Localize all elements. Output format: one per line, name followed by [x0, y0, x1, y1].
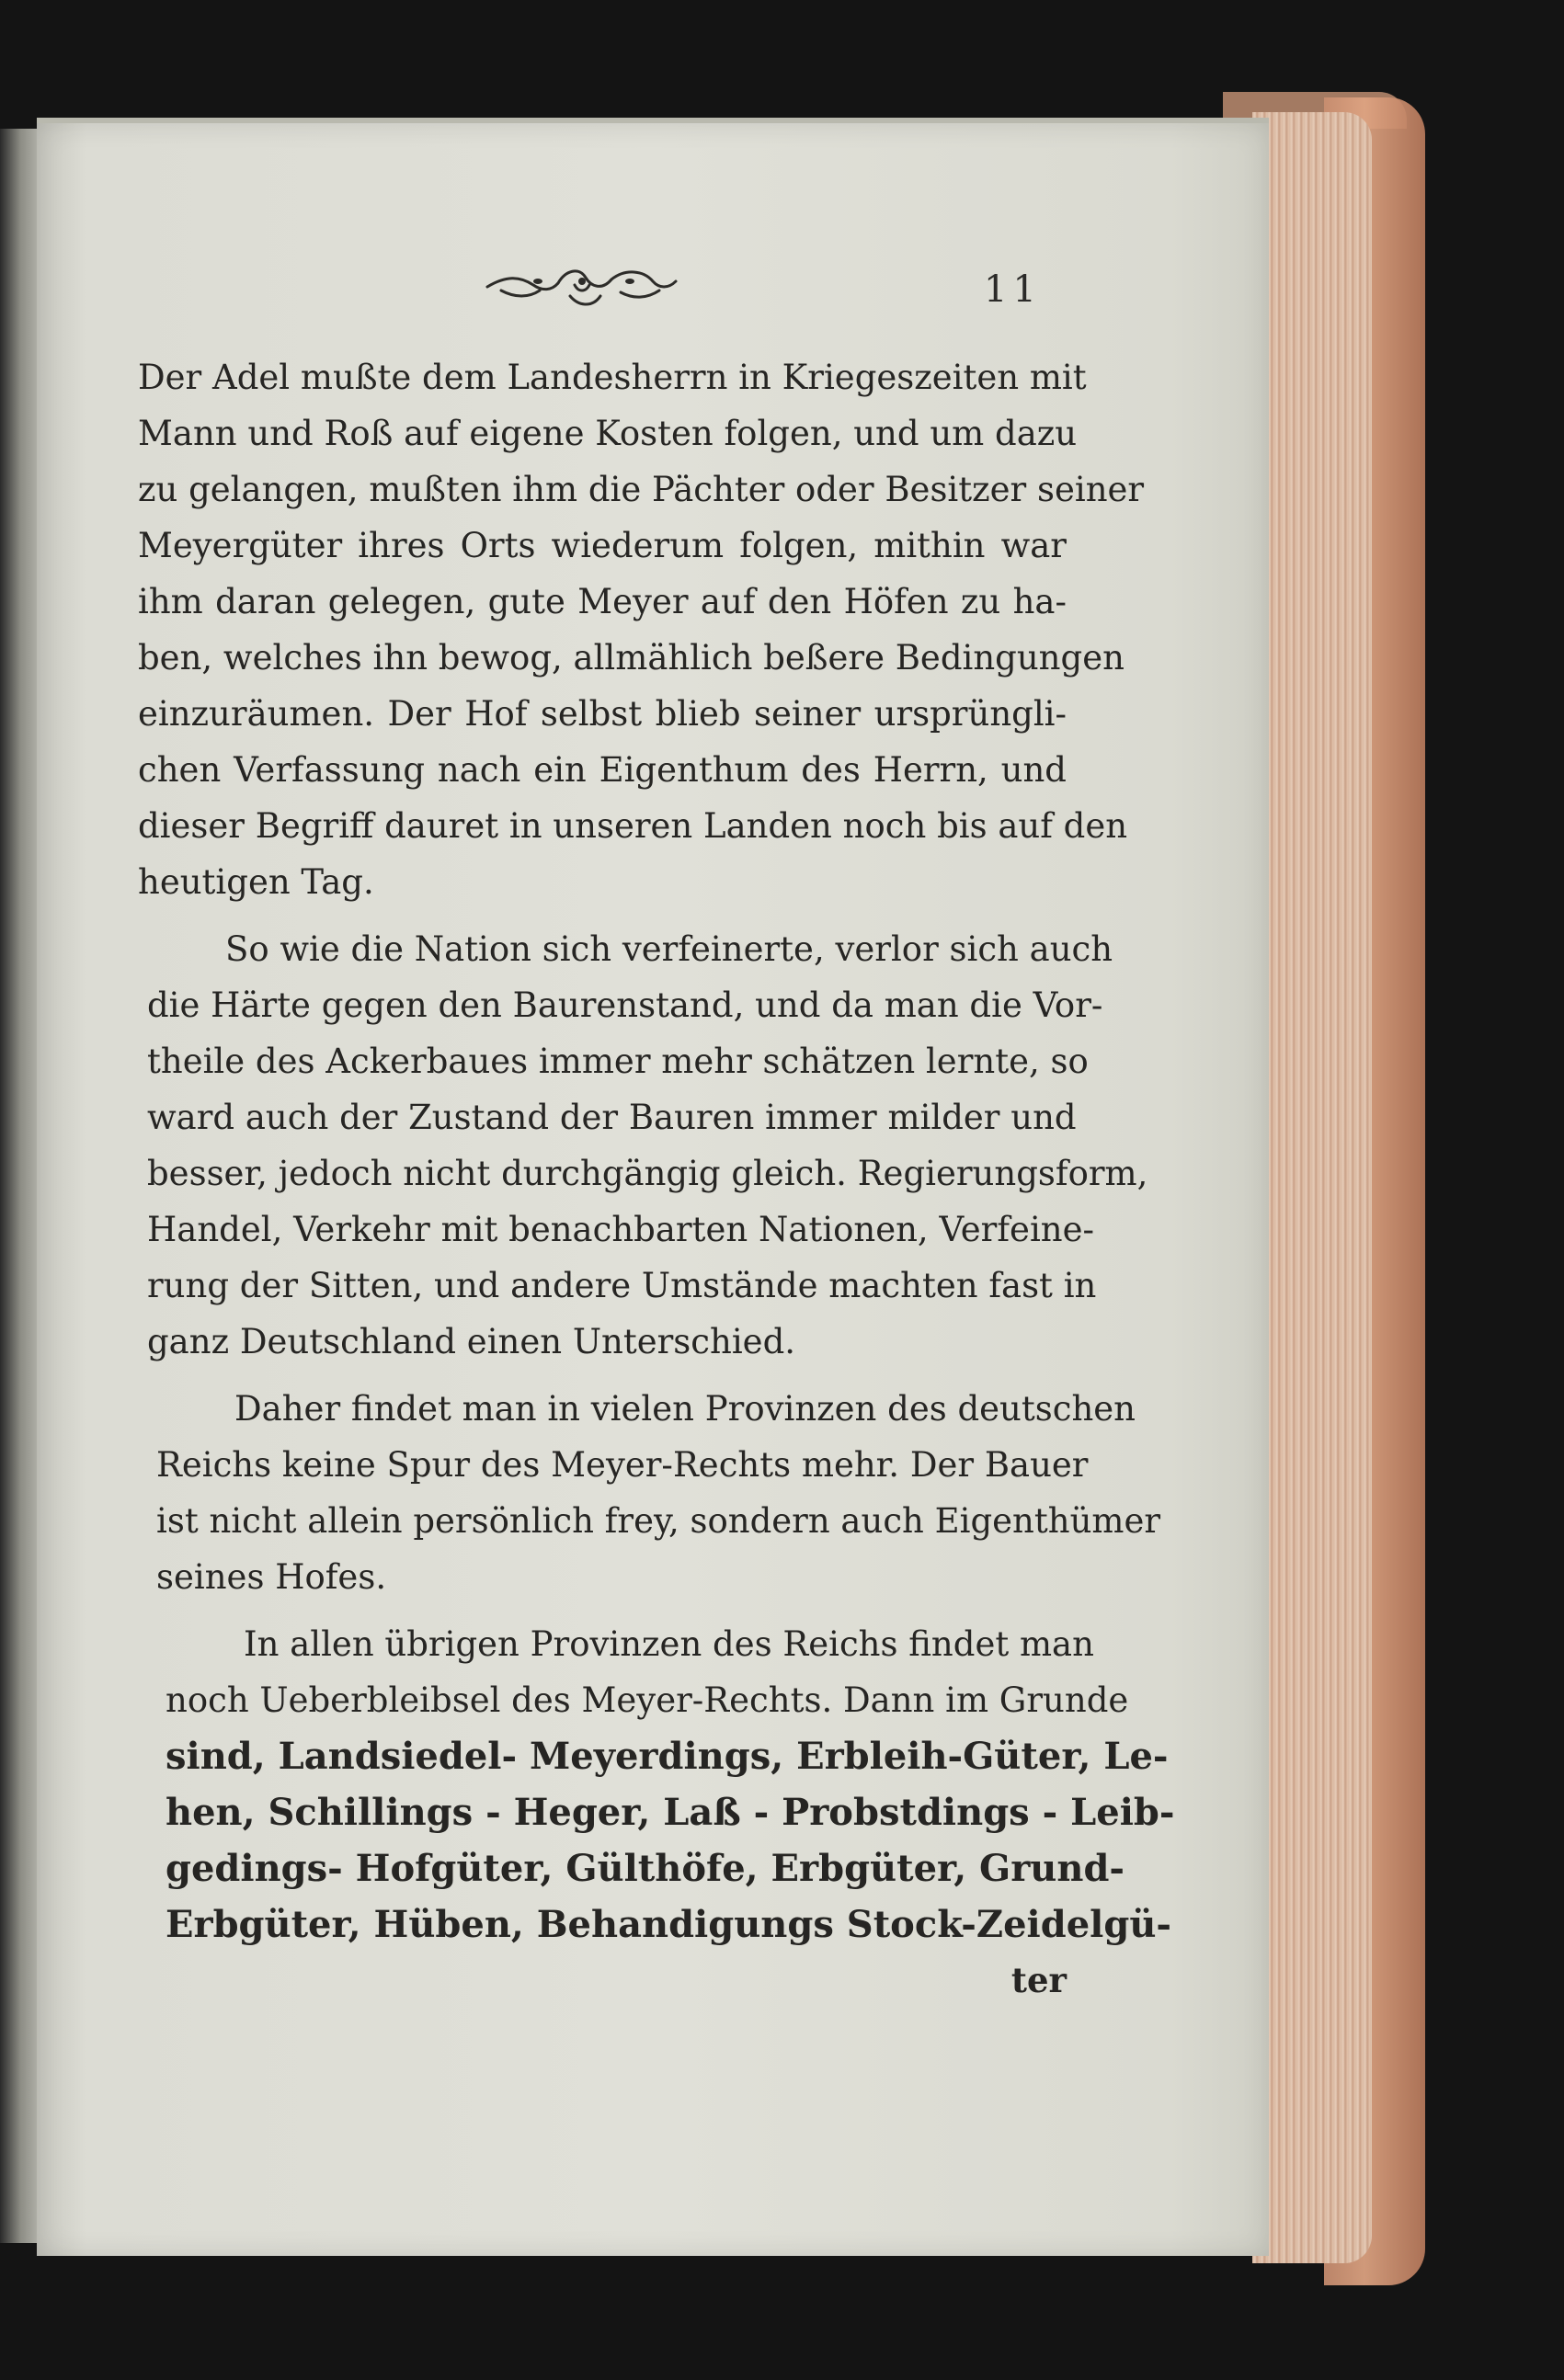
body-text: [138, 349, 1175, 2009]
text-line: theile des Ackerbaues immer mehr schätzen lernte, so: [147, 1042, 1089, 1081]
text-line: heutigen Tag.: [138, 862, 374, 902]
paragraph-4: [138, 1616, 1175, 2009]
text-line: Erbgüter, Hüben, Behandigungs Stock-Zeidelgü-: [166, 1903, 1172, 1946]
paragraph-3: [138, 1381, 1161, 1605]
text-line: Meyergüter ihres Orts wiederum folgen, mithin war: [138, 526, 1067, 565]
text-line: die Härte gegen den Baurenstand, und da man die Vor-: [147, 985, 1103, 1025]
text-line: ist nicht allein persönlich frey, sondern auch Eigenthümer: [156, 1501, 1161, 1541]
text-line: zu gelangen, mußten ihm die Pächter oder Besitzer seiner: [138, 470, 1145, 509]
text-line: besser, jedoch nicht durchgängig gleich. Regierungsform,: [147, 1154, 1148, 1193]
paragraph-1: [138, 349, 1145, 910]
text-line: Mann und Roß auf eigene Kosten folgen, und um dazu: [138, 414, 1078, 453]
text-line: Handel, Verkehr mit benachbarten Nationen, Verfeine-: [147, 1210, 1095, 1249]
text-line: ward auch der Zustand der Bauren immer milder und: [147, 1098, 1077, 1137]
page-number: 11: [984, 268, 1042, 311]
text-line: dieser Begriff dauret in unseren Landen noch bis auf den: [138, 806, 1128, 846]
text-line: ben, welches ihn bewog, allmählich beßere Bedingungen: [138, 638, 1124, 678]
text-line: hen, Schillings - Heger, Laß - Probstdings - Leib-: [166, 1791, 1175, 1834]
text-line: So wie die Nation sich verfeinerte, verlor sich auch: [225, 929, 1113, 969]
page-block-edge: [1252, 112, 1372, 2263]
text-line: einzuräumen. Der Hof selbst blieb seiner ursprüngli-: [138, 694, 1067, 734]
text-line: Der Adel mußte dem Landesherrn in Kriegeszeiten mit: [138, 358, 1087, 397]
paragraph-2: [138, 921, 1148, 1370]
text-line: Reichs keine Spur des Meyer-Rechts mehr. Der Bauer: [156, 1445, 1089, 1485]
text-line: Daher findet man in vielen Provinzen des deutschen: [234, 1389, 1136, 1429]
text-line: seines Hofes.: [156, 1557, 387, 1597]
text-line: ihm daran gelegen, gute Meyer auf den Höfen zu ha-: [138, 582, 1067, 621]
text-line: noch Ueberbleibsel des Meyer-Rechts. Dann im Grunde: [166, 1680, 1129, 1720]
text-line: sind, Landsiedel- Meyerdings, Erbleih-Güter, Le-: [166, 1735, 1169, 1778]
text-line: gedings- Hofgüter, Gülthöfe, Erbgüter, Grund-: [166, 1847, 1125, 1890]
text-line: In allen übrigen Provinzen des Reichs findet man: [244, 1624, 1094, 1664]
text-line: ganz Deutschland einen Unterschied.: [147, 1322, 796, 1361]
text-line: chen Verfassung nach ein Eigenthum des Herrn, und: [138, 750, 1067, 790]
decorative-vignette-icon: [483, 259, 680, 314]
catchword: ter: [1010, 1960, 1067, 2000]
text-line: rung der Sitten, und andere Umstände machten fast in: [147, 1266, 1097, 1305]
